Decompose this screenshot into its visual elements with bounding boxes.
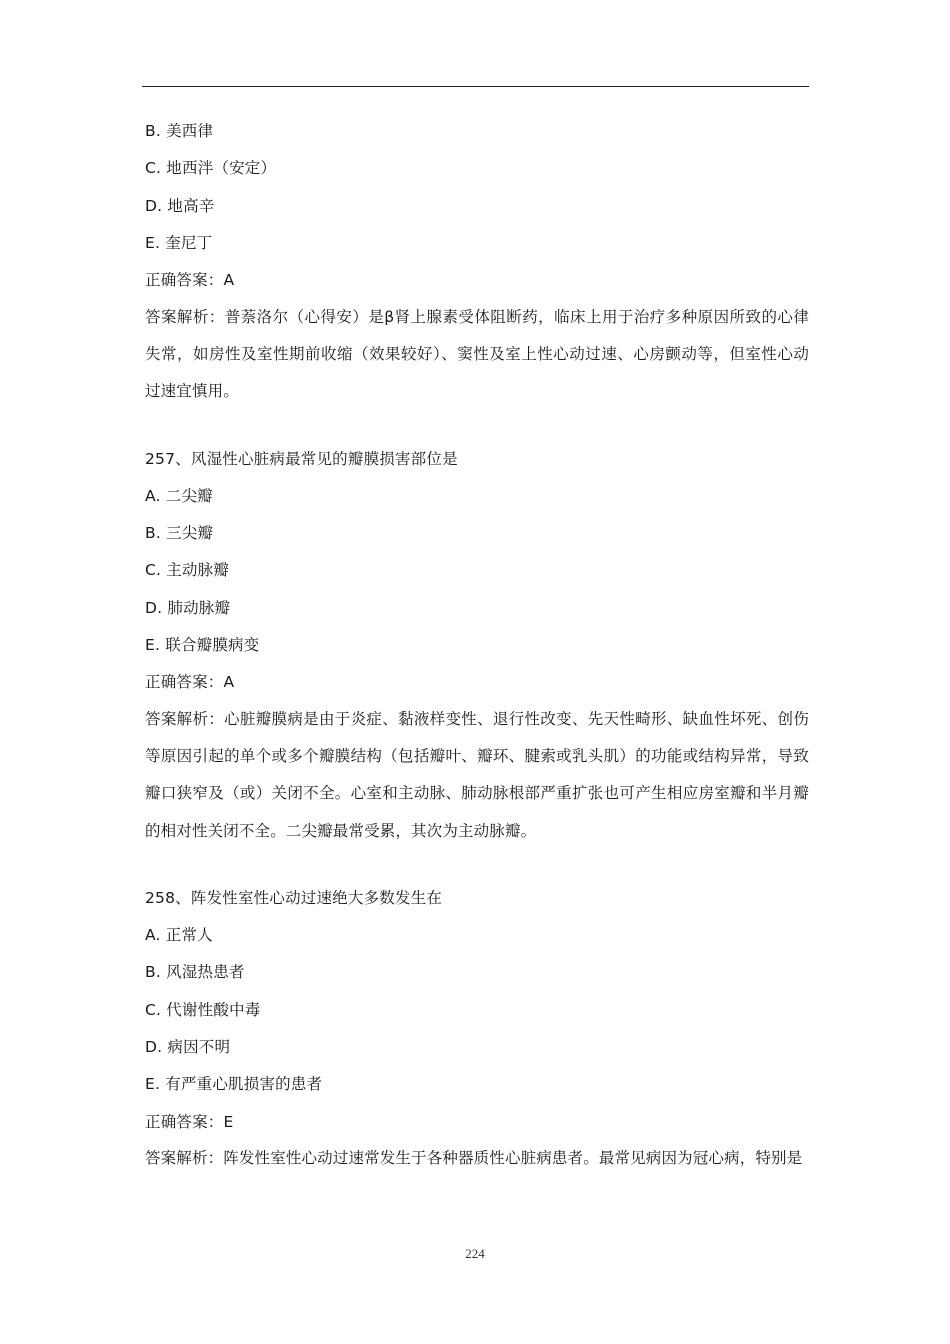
option-d: D. 肺动脉瓣 <box>145 598 231 617</box>
correct-answer: 正确答案：A <box>145 271 235 290</box>
correct-answer: 正确答案：A <box>145 673 235 692</box>
question-block-256 <box>145 120 809 411</box>
question-stem: 258、阵发性室性心动过速绝大多数发生在 <box>145 888 443 907</box>
answer-explanation: 答案解析：普萘洛尔（心得安）是β肾上腺素受体阻断药，临床上用于治疗多种原因所致的心律失常，如房性及室性期前收缩（效果较好）、窦性及室上性心动过速、心房颤动等，但室性心动过速宜慎用。 <box>145 307 809 401</box>
question-block-258 <box>145 887 809 1178</box>
page-number: 224 <box>465 1246 485 1261</box>
page-content <box>145 120 809 1177</box>
option-e: E. 奎尼丁 <box>145 233 213 252</box>
header-rule <box>142 86 809 87</box>
option-c: C. 地西泮（安定） <box>145 159 277 178</box>
option-c: C. 代谢性酸中毒 <box>145 1000 261 1019</box>
option-c: C. 主动脉瓣 <box>145 561 230 580</box>
option-e: E. 有严重心肌损害的患者 <box>145 1075 323 1094</box>
option-b: B. 风湿热患者 <box>145 963 245 982</box>
option-a: A. 二尖瓣 <box>145 486 213 505</box>
option-b: B. 美西律 <box>145 122 214 140</box>
option-e: E. 联合瓣膜病变 <box>145 635 260 654</box>
option-d: D. 病因不明 <box>145 1037 231 1056</box>
question-block-257 <box>145 448 809 850</box>
option-b: B. 三尖瓣 <box>145 524 214 543</box>
option-a: A. 正常人 <box>145 926 213 945</box>
answer-explanation: 答案解析：阵发性室性心动过速常发生于各种器质性心脏病患者。最常见病因为冠心病，特别是 <box>145 1149 803 1168</box>
question-stem: 257、风湿性心脏病最常见的瓣膜损害部位是 <box>145 449 458 468</box>
correct-answer: 正确答案：E <box>145 1112 234 1131</box>
option-d: D. 地高辛 <box>145 196 215 215</box>
answer-explanation: 答案解析：心脏瓣膜病是由于炎症、黏液样变性、退行性改变、先天性畸形、缺血性坏死、创伤等原因引起的单个或多个瓣膜结构（包括瓣叶、瓣环、腱索或乳头肌）的功能或结构异常，导致瓣口狭窄及（或）关闭不全。心室和主动脉、肺动脉根部严重扩张也可产生相应房室瓣和半月瓣的相对性关闭不全。二尖瓣最常受累，其次为主动脉瓣。 <box>145 709 809 840</box>
